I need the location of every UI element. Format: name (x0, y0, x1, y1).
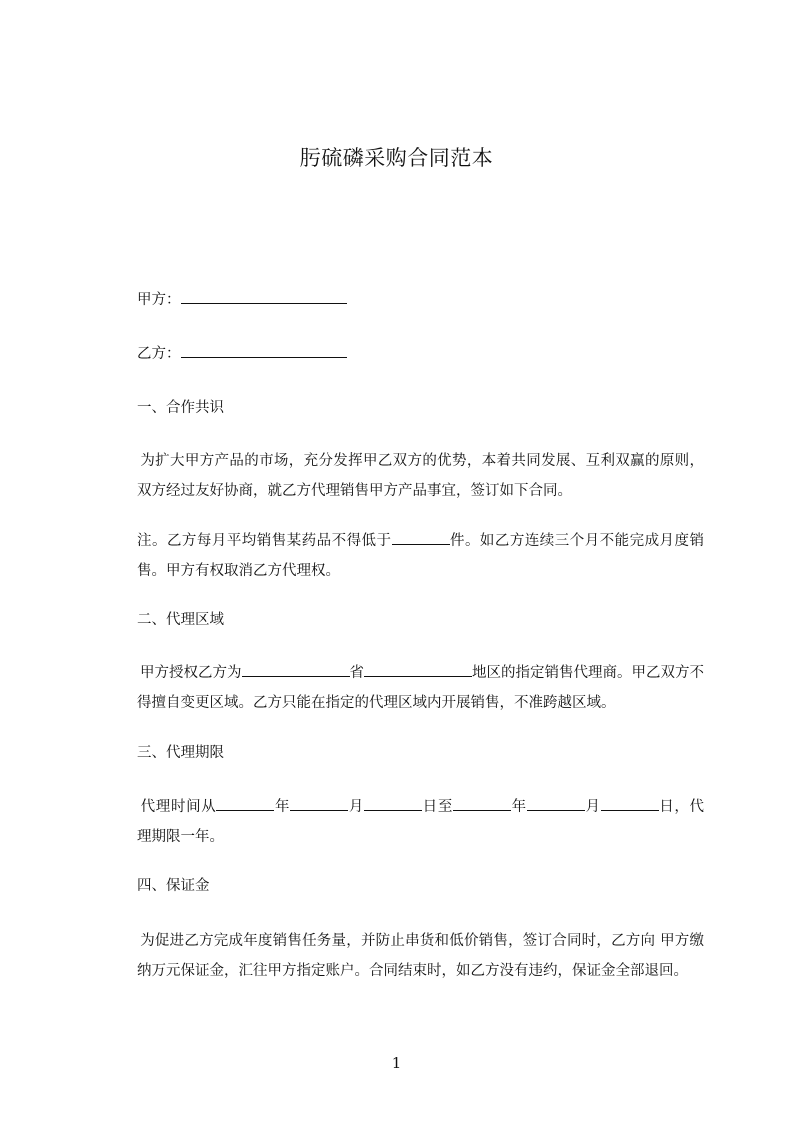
region-suffix: 地区的指定销售代理商。甲乙双方不得擅自变更区域。乙方只能在指定的代理区域内开展销售，不准跨越区域。 (137, 665, 704, 711)
party-b-blank (181, 342, 347, 358)
start-year-label: 年 (274, 799, 291, 815)
cooperation-text: 为扩大甲方产品的市场，充分发挥甲乙双方的优势，本着共同发展、互利双赢的原则，双方经过友好协商，就乙方代理销售甲方产品事宜，签订如下合同。 (137, 453, 704, 499)
end-month-blank (527, 795, 585, 811)
end-month-label: 月 (584, 799, 601, 815)
region-prefix: 甲方授权乙方为 (140, 665, 242, 681)
party-a-line (137, 286, 347, 314)
end-year-label: 年 (510, 799, 527, 815)
section-heading-deposit: 四、保证金 (137, 878, 210, 894)
cooperation-paragraph (137, 446, 704, 506)
party-b-label: 乙方： (137, 346, 181, 362)
deposit-text: 为促进乙方完成年度销售任务量，并防止串货和低价销售，签订合同时，乙方向 甲方缴纳万元保证金，汇往甲方指定账户。合同结束时，如乙方没有违约，保证金全部退回。 (137, 933, 704, 979)
end-day-label: 日，代理期限一年。 (137, 799, 705, 845)
term-paragraph (137, 792, 704, 852)
start-year-blank (216, 795, 274, 811)
note-prefix: 注。乙方每月平均销售某药品不得低于 (137, 533, 392, 549)
document-title: 肟硫磷采购合同范本 (299, 146, 494, 170)
end-year-blank (453, 795, 511, 811)
start-day-blank (364, 795, 422, 811)
region-province: 省 (349, 665, 364, 681)
area-blank (364, 661, 472, 677)
start-month-blank (290, 795, 348, 811)
section-heading-term: 三、代理期限 (137, 745, 224, 761)
note-suffix: 件。如乙方连续三个月不能完成月度销售。甲方有权取消乙方代理权。 (137, 533, 704, 579)
province-blank (242, 661, 350, 677)
party-b-line (137, 340, 347, 368)
monthly-quantity-blank (392, 529, 450, 545)
section-heading-cooperation: 一、合作共识 (137, 400, 224, 416)
deposit-paragraph (137, 926, 704, 986)
region-paragraph (137, 658, 704, 718)
party-a-label: 甲方： (137, 292, 181, 308)
start-month-label: 月 (348, 799, 365, 815)
section-heading-region: 二、代理区域 (137, 612, 224, 628)
end-day-blank (601, 795, 659, 811)
party-a-blank (181, 288, 347, 304)
sales-note-paragraph (137, 526, 704, 586)
term-prefix: 代理时间从 (140, 799, 217, 815)
page-number: 1 (391, 1054, 402, 1072)
start-day-label: 日至 (422, 799, 453, 815)
